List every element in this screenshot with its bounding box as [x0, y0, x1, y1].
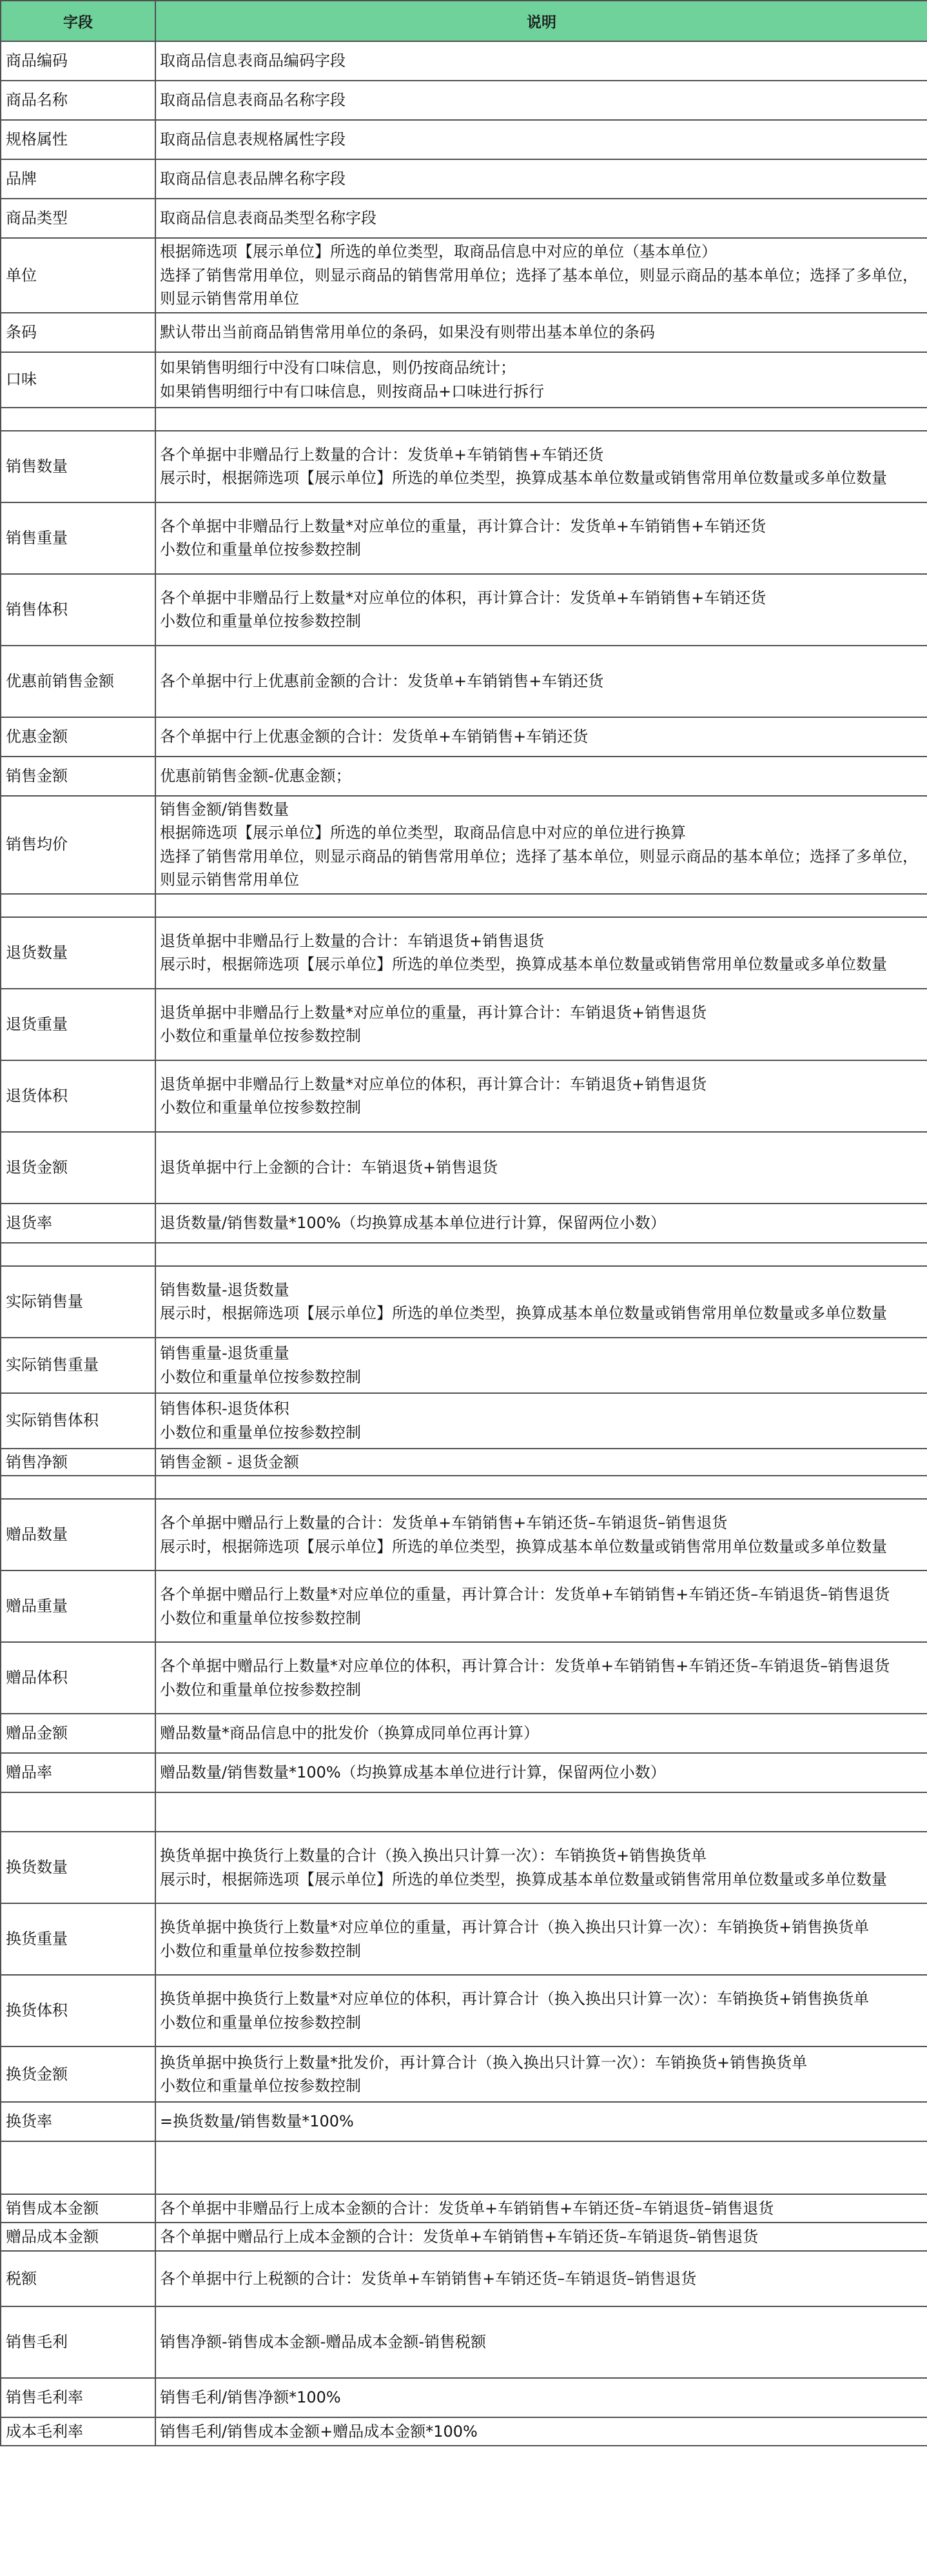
field-name-cell: 优惠金额: [1, 717, 155, 757]
field-description-cell: 默认带出当前商品销售常用单位的条码，如果没有则带出基本单位的条码: [155, 313, 927, 352]
field-description-cell: 退货数量/销售数量*100%（均换算成基本单位进行计算，保留两位小数）: [155, 1204, 927, 1243]
field-description-cell: 各个单据中赠品行上数量的合计：发货单+车销销售+车销还货–车销退货–销售退货 展示时，根据筛选项【展示单位】所选的单位类型，换算成基本单位数量或销售常用单位数量或多单位数量: [155, 1499, 927, 1570]
field-description-cell: 取商品信息表商品类型名称字段: [155, 199, 927, 238]
field-name-cell: 商品编码: [1, 41, 155, 81]
table-row: [1, 1903, 927, 1975]
field-name-cell: 销售毛利率: [1, 2378, 155, 2417]
table-row: [1, 2378, 927, 2417]
field-description-cell: 退货单据中非赠品行上数量的合计：车销退货+销售退货 展示时，根据筛选项【展示单位】所选的单位类型，换算成基本单位数量或销售常用单位数量或多单位数量: [155, 917, 927, 989]
field-description-cell: 销售数量-退货数量 展示时，根据筛选项【展示单位】所选的单位类型，换算成基本单位数量或销售常用单位数量或多单位数量: [155, 1266, 927, 1338]
field-name-cell: 销售重量: [1, 502, 155, 574]
field-name-cell: 商品类型: [1, 199, 155, 238]
field-name-cell: 实际销售量: [1, 1266, 155, 1338]
field-description-cell: 如果销售明细行中没有口味信息，则仍按商品统计； 如果销售明细行中有口味信息，则按商品+口味进行拆行: [155, 352, 927, 408]
table-row: [1, 1832, 927, 1903]
field-description-cell: 各个单据中非赠品行上数量*对应单位的重量，再计算合计：发货单+车销销售+车销还货 小数位和重量单位按参数控制: [155, 502, 927, 574]
field-name-cell: [1, 894, 155, 917]
field-name-cell: 成本毛利率: [1, 2417, 155, 2446]
field-name-cell: 销售毛利: [1, 2306, 155, 2378]
table-row: [1, 2417, 927, 2446]
field-description-cell: 退货单据中行上金额的合计：车销退货+销售退货: [155, 1132, 927, 1204]
field-name-cell: 换货率: [1, 2102, 155, 2141]
field-name-cell: 优惠前销售金额: [1, 646, 155, 717]
field-name-cell: 销售金额: [1, 757, 155, 796]
field-description-cell: 各个单据中赠品行上数量*对应单位的重量，再计算合计：发货单+车销销售+车销还货–车销退货–销售退货 小数位和重量单位按参数控制: [155, 1570, 927, 1642]
table-row: [1, 989, 927, 1060]
field-description-cell: 根据筛选项【展示单位】所选的单位类型，取商品信息中对应的单位（基本单位） 选择了销售常用单位，则显示商品的销售常用单位；选择了基本单位，则显示商品的基本单位；选择了多单位，则显示销售常用单位: [155, 238, 927, 313]
field-name-cell: 赠品数量: [1, 1499, 155, 1570]
field-name-cell: 赠品率: [1, 1753, 155, 1792]
field-description-cell: 换货单据中换货行上数量*对应单位的体积，再计算合计（换入换出只计算一次）：车销换货+销售换货单 小数位和重量单位按参数控制: [155, 1975, 927, 2046]
field-description-cell: [155, 1243, 927, 1266]
table-row: [1, 120, 927, 159]
table-row: [1, 2251, 927, 2306]
field-name-cell: 销售均价: [1, 796, 155, 894]
table-row: [1, 2223, 927, 2251]
field-description-cell: 销售毛利/销售成本金额+赠品成本金额*100%: [155, 2417, 927, 2446]
field-name-cell: 换货体积: [1, 1975, 155, 2046]
field-description-cell: [155, 408, 927, 431]
field-description-cell: 各个单据中行上优惠金额的合计：发货单+车销销售+车销还货: [155, 717, 927, 757]
column-header-field: 字段: [1, 1, 155, 41]
field-description-cell: 退货单据中非赠品行上数量*对应单位的重量，再计算合计：车销退货+销售退货 小数位和重量单位按参数控制: [155, 989, 927, 1060]
table-row: [1, 431, 927, 502]
field-name-cell: 销售成本金额: [1, 2194, 155, 2223]
table-row: [1, 917, 927, 989]
table-row: [1, 1975, 927, 2046]
table-row: [1, 1499, 927, 1570]
field-description-cell: 销售体积-退货体积 小数位和重量单位按参数控制: [155, 1393, 927, 1449]
table-row: [1, 2102, 927, 2141]
table-row: [1, 1570, 927, 1642]
field-name-cell: [1, 408, 155, 431]
field-description-cell: 各个单据中赠品行上数量*对应单位的体积，再计算合计：发货单+车销销售+车销还货–车销退货–销售退货 小数位和重量单位按参数控制: [155, 1642, 927, 1714]
table-header-row: [1, 1, 927, 41]
table-row: [1, 1338, 927, 1393]
field-name-cell: 销售体积: [1, 574, 155, 646]
field-description-cell: 优惠前销售金额-优惠金额；: [155, 757, 927, 796]
table-row: [1, 2046, 927, 2102]
field-description-cell: 各个单据中非赠品行上成本金额的合计：发货单+车销销售+车销还货–车销退货–销售退货: [155, 2194, 927, 2223]
table-row: [1, 1243, 927, 1266]
field-name-cell: [1, 1792, 155, 1832]
field-name-cell: [1, 1476, 155, 1499]
table-row: [1, 1132, 927, 1204]
table-row: [1, 757, 927, 796]
field-description-cell: 取商品信息表商品编码字段: [155, 41, 927, 81]
field-description-cell: 销售毛利/销售净额*100%: [155, 2378, 927, 2417]
field-description-cell: 各个单据中行上税额的合计：发货单+车销销售+车销还货–车销退货–销售退货: [155, 2251, 927, 2306]
field-description-cell: 销售金额/销售数量 根据筛选项【展示单位】所选的单位类型，取商品信息中对应的单位进行换算 选择了销售常用单位，则显示商品的销售常用单位；选择了基本单位，则显示商品的基本单位；选择了多单位，则显示销售常用单位: [155, 796, 927, 894]
field-name-cell: 品牌: [1, 159, 155, 199]
field-name-cell: 赠品成本金额: [1, 2223, 155, 2251]
field-description-cell: [155, 1792, 927, 1832]
field-description-cell: 赠品数量*商品信息中的批发价（换算成同单位再计算）: [155, 1714, 927, 1753]
field-description-cell: 取商品信息表商品名称字段: [155, 81, 927, 120]
table-row: [1, 1266, 927, 1338]
table-row: [1, 1476, 927, 1499]
table-row: [1, 646, 927, 717]
field-description-cell: 换货单据中换货行上数量的合计（换入换出只计算一次）：车销换货+销售换货单 展示时，根据筛选项【展示单位】所选的单位类型，换算成基本单位数量或销售常用单位数量或多单位数量: [155, 1832, 927, 1903]
table-row: [1, 574, 927, 646]
field-description-cell: 销售重量-退货重量 小数位和重量单位按参数控制: [155, 1338, 927, 1393]
field-description-cell: [155, 894, 927, 917]
field-description-cell: 各个单据中非赠品行上数量的合计：发货单+车销销售+车销还货 展示时，根据筛选项【展示单位】所选的单位类型，换算成基本单位数量或销售常用单位数量或多单位数量: [155, 431, 927, 502]
field-description-cell: 换货单据中换货行上数量*批发价，再计算合计（换入换出只计算一次）：车销换货+销售换货单 小数位和重量单位按参数控制: [155, 2046, 927, 2102]
table-row: [1, 159, 927, 199]
field-description-cell: =换货数量/销售数量*100%: [155, 2102, 927, 2141]
field-description-cell: 换货单据中换货行上数量*对应单位的重量，再计算合计（换入换出只计算一次）：车销换货+销售换货单 小数位和重量单位按参数控制: [155, 1903, 927, 1975]
field-name-cell: 商品名称: [1, 81, 155, 120]
field-name-cell: 赠品金额: [1, 1714, 155, 1753]
field-name-cell: 换货重量: [1, 1903, 155, 1975]
table-row: [1, 1393, 927, 1449]
table-row: [1, 502, 927, 574]
field-name-cell: 退货数量: [1, 917, 155, 989]
field-description-cell: [155, 2141, 927, 2194]
table-row: [1, 1060, 927, 1132]
field-name-cell: 赠品体积: [1, 1642, 155, 1714]
table-row: [1, 717, 927, 757]
field-name-cell: 退货体积: [1, 1060, 155, 1132]
field-description-cell: 销售净额-销售成本金额-赠品成本金额-销售税额: [155, 2306, 927, 2378]
table-row: [1, 2194, 927, 2223]
field-name-cell: 赠品重量: [1, 1570, 155, 1642]
field-description-cell: 退货单据中非赠品行上数量*对应单位的体积，再计算合计：车销退货+销售退货 小数位和重量单位按参数控制: [155, 1060, 927, 1132]
field-description-cell: 销售金额 - 退货金额: [155, 1449, 927, 1476]
table-row: [1, 41, 927, 81]
field-description-cell: 取商品信息表品牌名称字段: [155, 159, 927, 199]
field-name-cell: 单位: [1, 238, 155, 313]
field-name-cell: 销售数量: [1, 431, 155, 502]
table-row: [1, 408, 927, 431]
field-description-cell: 赠品数量/销售数量*100%（均换算成基本单位进行计算，保留两位小数）: [155, 1753, 927, 1792]
field-name-cell: 换货金额: [1, 2046, 155, 2102]
field-name-cell: 销售净额: [1, 1449, 155, 1476]
table-row: [1, 2141, 927, 2194]
column-header-description: 说明: [155, 1, 927, 41]
field-description-cell: 各个单据中行上优惠前金额的合计：发货单+车销销售+车销还货: [155, 646, 927, 717]
field-name-cell: [1, 2141, 155, 2194]
table-row: [1, 1449, 927, 1476]
field-description-cell: 各个单据中赠品行上成本金额的合计：发货单+车销销售+车销还货–车销退货–销售退货: [155, 2223, 927, 2251]
field-name-cell: 退货率: [1, 1204, 155, 1243]
table-row: [1, 2306, 927, 2378]
table-row: [1, 796, 927, 894]
table-row: [1, 352, 927, 408]
field-name-cell: 条码: [1, 313, 155, 352]
table-row: [1, 1642, 927, 1714]
field-name-cell: 退货重量: [1, 989, 155, 1060]
field-description-cell: 各个单据中非赠品行上数量*对应单位的体积，再计算合计：发货单+车销销售+车销还货 小数位和重量单位按参数控制: [155, 574, 927, 646]
field-name-cell: 规格属性: [1, 120, 155, 159]
table-row: [1, 1792, 927, 1832]
field-description-cell: 取商品信息表规格属性字段: [155, 120, 927, 159]
table-row: [1, 81, 927, 120]
table-row: [1, 1714, 927, 1753]
field-description-cell: [155, 1476, 927, 1499]
table-row: [1, 894, 927, 917]
field-name-cell: 退货金额: [1, 1132, 155, 1204]
field-name-cell: 实际销售重量: [1, 1338, 155, 1393]
field-name-cell: 换货数量: [1, 1832, 155, 1903]
table-row: [1, 1753, 927, 1792]
field-name-cell: 实际销售体积: [1, 1393, 155, 1449]
table-row: [1, 1204, 927, 1243]
field-name-cell: 税额: [1, 2251, 155, 2306]
table-row: [1, 199, 927, 238]
field-name-cell: [1, 1243, 155, 1266]
field-name-cell: 口味: [1, 352, 155, 408]
table-row: [1, 313, 927, 352]
table-row: [1, 238, 927, 313]
